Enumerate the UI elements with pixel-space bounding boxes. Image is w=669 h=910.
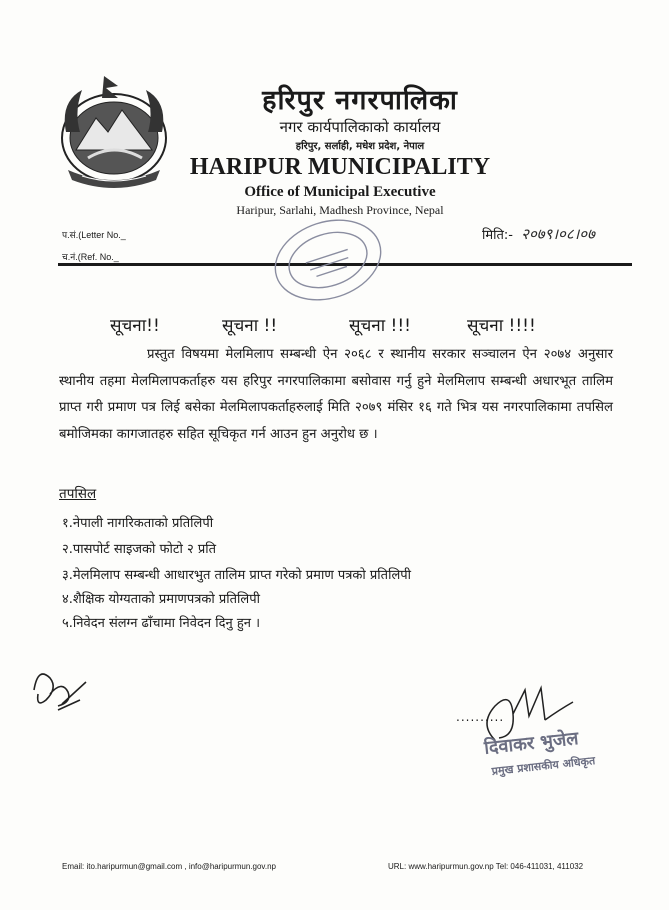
tapasil-item: २.पासपोर्ट साइजको फोटो २ प्रति (62, 542, 217, 557)
date-label: मिति:- (482, 228, 513, 243)
office-name-nepali: नगर कार्यपालिकाको कार्यालय (279, 118, 441, 136)
date-field (482, 224, 595, 244)
signature-line: .......... (456, 710, 505, 724)
footer-email: Email: ito.haripurmun@gmail.com , info@haripurmun.gov.np (62, 862, 276, 871)
notice-body: प्रस्तुत विषयमा मेलमिलाप सम्बन्धी ऐन २०६८ र स्थानीय सरकार सञ्चालन ऐन २०७४ अनुसार स्थानीय तहमा मेलमिलापकर्ताहरु यस हरिपुर नगरपालिकामा बसोवास गर्नु हुने मेलमिलाप सम्बन्धी अधारभूत तालिम प्राप्त गरी प्रमाण पत्र लिई बसेका मेलमिलापकर्ताहरुलाई मिति २०७९ मंसिर १६ गते भित्र यस नगरपालिकामा तपसिल बमोजिमका कागजातहरु सहित सूचिकृत गर्न आउन हुन अनुरोध छ । (59, 347, 613, 443)
office-name-english: Office of Municipal Executive (244, 184, 436, 200)
signatory-title: प्रमुख प्रशासकीय अधिकृत (491, 754, 596, 778)
notice-heading-2: सूचना !! (222, 316, 278, 336)
notice-heading-4: सूचना !!!! (467, 316, 536, 336)
address-nepali: हरिपुर, सर्लाही, मधेश प्रदेश, नेपाल (295, 141, 425, 152)
tapasil-item: १.नेपाली नागरिकताको प्रतिलिपी (62, 516, 214, 531)
date-value: २०७९।०८।०७ (521, 225, 595, 243)
nepal-emblem-icon (52, 72, 176, 190)
notice-heading-1: सूचना!! (110, 316, 160, 336)
tapasil-heading: तपसिल (59, 486, 97, 502)
address-english: Haripur, Sarlahi, Madhesh Province, Nepal (236, 203, 444, 217)
letter-number: प.सं.(Letter No._ (62, 230, 126, 240)
tapasil-item: ३.मेलमिलाप सम्बन्धी आधारभुत तालिम प्राप्त गरेको प्रमाण पत्रको प्रतिलिपी (62, 568, 412, 583)
office-stamp-icon (268, 212, 388, 308)
signatory-name: दिवाकर भुजेल (483, 728, 580, 759)
municipality-name-english: HARIPUR MUNICIPALITY (189, 154, 491, 180)
notice-heading-3: सूचना !!! (349, 316, 411, 336)
reference-number: च.नं.(Ref. No._ (62, 252, 119, 262)
initials-signature-icon (28, 660, 92, 716)
footer-url: URL: www.haripurmun.gov.np Tel: 046-411031, 411032 (388, 862, 584, 871)
tapasil-item: ४.शैक्षिक योग्यताको प्रमाणपत्रको प्रतिलिपी (62, 592, 260, 607)
municipality-name-nepali: हरिपुर नगरपालिका (262, 85, 458, 116)
tapasil-item: ५.निवेदन संलग्न ढाँचामा निवेदन दिनु हुन । (62, 616, 260, 631)
